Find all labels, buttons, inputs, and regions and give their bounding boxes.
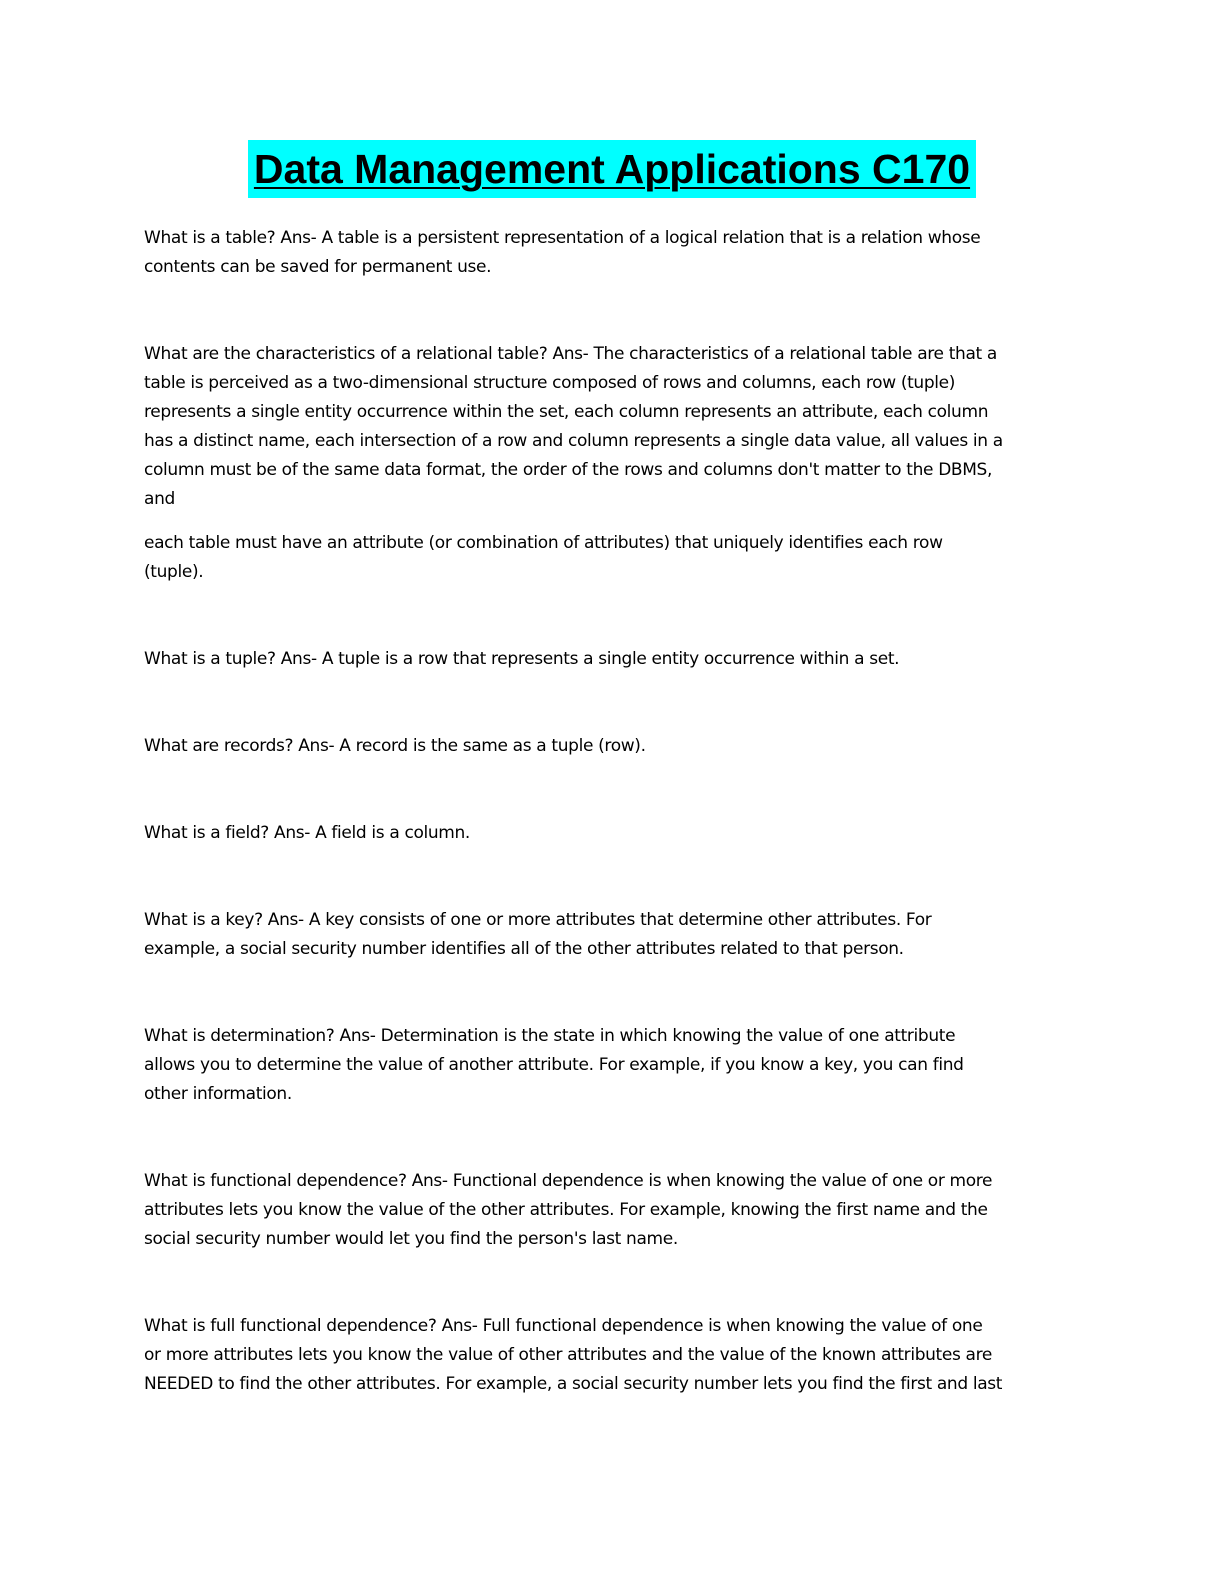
- text-line: What is a tuple? Ans- A tuple is a row that represents a single entity occurrence within a set.: [144, 649, 900, 669]
- text-line: social security number would let you find the person's last name.: [144, 1229, 678, 1249]
- text-line: What is a field? Ans- A field is a column.: [144, 823, 470, 843]
- title-block: [0, 140, 1224, 198]
- text-line: NEEDED to find the other attributes. For example, a social security number lets you find the first and last: [144, 1374, 1003, 1394]
- text-line: or more attributes lets you know the value of other attributes and the value of the known attributes are: [144, 1345, 992, 1365]
- text-line: What is full functional dependence? Ans- Full functional dependence is when knowing the value of one: [144, 1316, 983, 1336]
- document-body: [144, 224, 1079, 1399]
- text-line: attributes lets you know the value of the other attributes. For example, knowing the first name and the: [144, 1200, 988, 1220]
- text-line: What is determination? Ans- Determination is the state in which knowing the value of one attribute: [144, 1026, 956, 1046]
- text-line: allows you to determine the value of another attribute. For example, if you know a key, you can find: [144, 1055, 964, 1075]
- text-line: What are records? Ans- A record is the same as a tuple (row).: [144, 736, 646, 756]
- qa-paragraph-continuation: [144, 529, 1079, 587]
- text-line: other information.: [144, 1084, 292, 1104]
- page-title: Data Management Applications C170: [248, 140, 976, 198]
- text-line: and: [144, 489, 175, 509]
- text-line: What is a table? Ans- A table is a persistent representation of a logical relation that is a relation whose: [144, 228, 981, 248]
- qa-paragraph-table: [144, 224, 1079, 282]
- qa-paragraph-field: [144, 819, 1079, 848]
- qa-paragraph-full-functional-dependence: [144, 1312, 1079, 1399]
- text-line: has a distinct name, each intersection of a row and column represents a single data value, all values in a: [144, 431, 1003, 451]
- text-line: What are the characteristics of a relational table? Ans- The characteristics of a relational table are that a: [144, 344, 997, 364]
- text-line: example, a social security number identifies all of the other attributes related to that person.: [144, 939, 904, 959]
- text-line: (tuple).: [144, 562, 204, 582]
- text-line: What is a key? Ans- A key consists of one or more attributes that determine other attributes. For: [144, 910, 932, 930]
- text-line: column must be of the same data format, the order of the rows and columns don't matter to the DBMS,: [144, 460, 993, 480]
- text-line: represents a single entity occurrence within the set, each column represents an attribute, each column: [144, 402, 989, 422]
- qa-paragraph-records: [144, 732, 1079, 761]
- qa-paragraph-key: [144, 906, 1079, 964]
- text-line: What is functional dependence? Ans- Functional dependence is when knowing the value of one or more: [144, 1171, 993, 1191]
- qa-paragraph-tuple: [144, 645, 1079, 674]
- text-line: each table must have an attribute (or combination of attributes) that uniquely identifies each row: [144, 533, 943, 553]
- qa-paragraph-functional-dependence: [144, 1167, 1079, 1254]
- qa-paragraph-relational-table: [144, 340, 1079, 514]
- qa-paragraph-determination: [144, 1022, 1079, 1109]
- text-line: contents can be saved for permanent use.: [144, 257, 492, 277]
- text-line: table is perceived as a two-dimensional structure composed of rows and columns, each row (tuple): [144, 373, 956, 393]
